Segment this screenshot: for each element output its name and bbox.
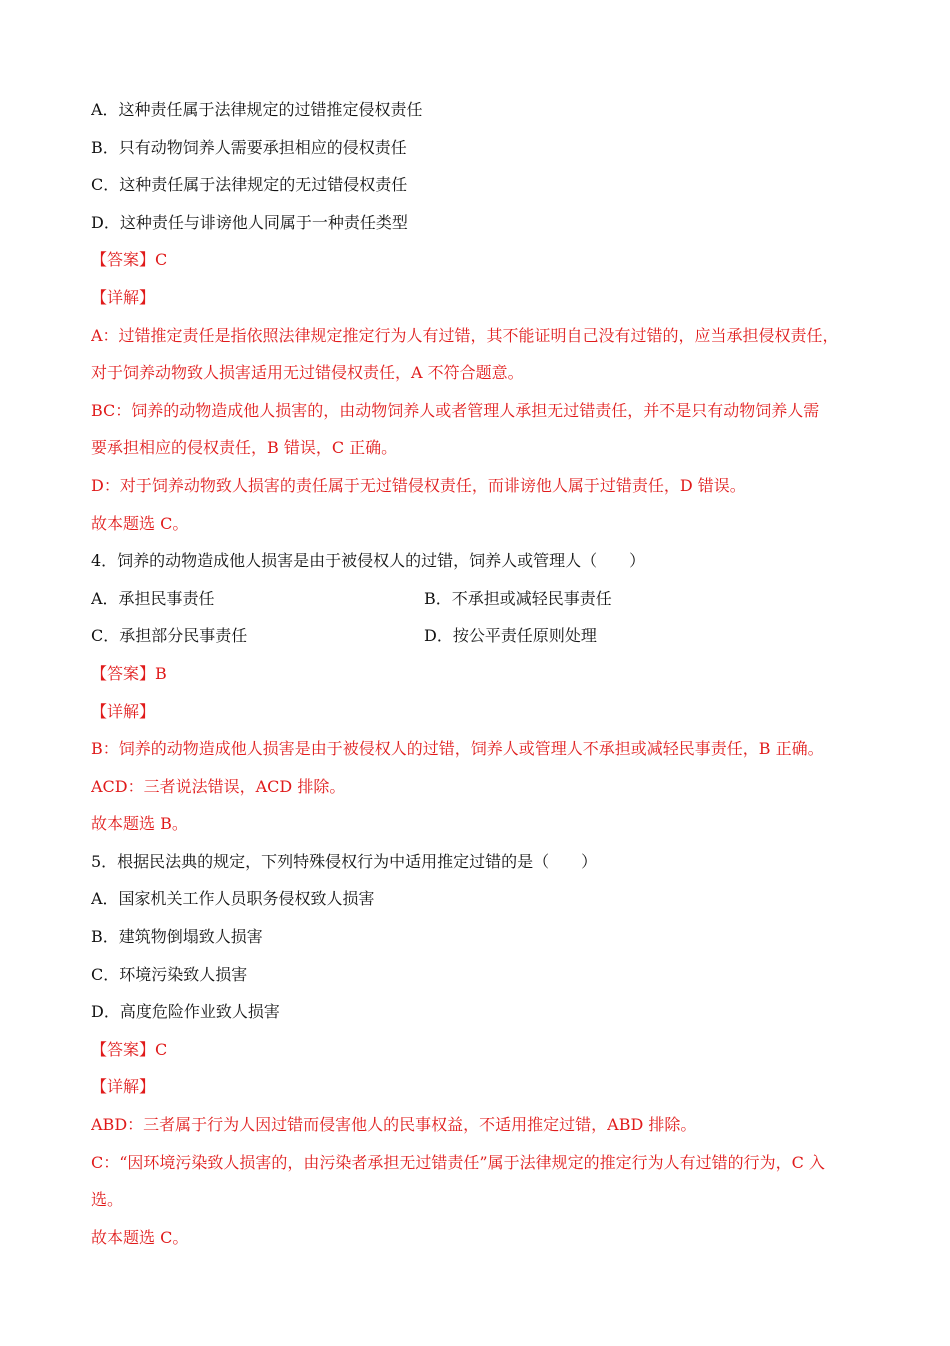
answer-label: 【答案】C	[91, 1039, 168, 1059]
explanation-line: D：对于饲养动物致人损害的责任属于无过错侵权责任，而诽谤他人属于过错责任，D 错误。	[91, 475, 746, 495]
document-content	[91, 91, 871, 1256]
question-5: 5．根据民法典的规定，下列特殊侵权行为中适用推定过错的是（ ）	[91, 851, 598, 871]
option-d: D．高度危险作业致人损害	[91, 1002, 280, 1022]
option-b: B．不承担或减轻民事责任	[424, 588, 612, 608]
question-4: 4．饲养的动物造成他人损害是由于被侵权人的过错，饲养人或管理人（ ）	[91, 551, 646, 571]
option-a: A．这种责任属于法律规定的过错推定侵权责任	[91, 100, 423, 119]
options-row	[91, 617, 871, 655]
answer-label: 【答案】C	[91, 250, 168, 270]
options-row	[91, 580, 871, 618]
option-b: B．只有动物饲养人需要承担相应的侵权责任	[91, 137, 407, 157]
conclusion-line: 故本题选 B。	[91, 814, 188, 834]
explanation-line: 对于饲养动物致人损害适用无过错侵权责任，A 不符合题意。	[91, 363, 524, 383]
option-d: D．按公平责任原则处理	[424, 626, 597, 646]
detail-label: 【详解】	[91, 1077, 156, 1097]
explanation-line: BC：饲养的动物造成他人损害的，由动物饲养人或者管理人承担无过错责任，并不是只有动物饲养人需	[91, 400, 820, 420]
explanation-line: A：过错推定责任是指依照法律规定推定行为人有过错，其不能证明自己没有过错的，应当承担侵权责任，	[91, 325, 839, 345]
detail-label: 【详解】	[91, 701, 156, 721]
explanation-line: 要承担相应的侵权责任，B 错误，C 正确。	[91, 438, 398, 458]
option-a: A．国家机关工作人员职务侵权致人损害	[91, 889, 375, 909]
option-a: A．承担民事责任	[91, 588, 215, 608]
explanation-line: C：“因环境污染致人损害的，由污染者承担无过错责任”属于法律规定的推定行为人有过错的行为，C 入	[91, 1152, 825, 1172]
option-c: C．环境污染致人损害	[91, 964, 248, 984]
option-c: C．这种责任属于法律规定的无过错侵权责任	[91, 175, 408, 195]
option-b: B．建筑物倒塌致人损害	[91, 927, 263, 947]
option-c: C．承担部分民事责任	[91, 626, 248, 646]
explanation-line: B：饲养的动物造成他人损害是由于被侵权人的过错，饲养人或管理人不承担或减轻民事责任，B 正确。	[91, 739, 824, 759]
explanation-line: ACD：三者说法错误，ACD 排除。	[91, 776, 346, 796]
explanation-line: ABD：三者属于行为人因过错而侵害他人的民事权益，不适用推定过错，ABD 排除。	[91, 1115, 697, 1135]
detail-label: 【详解】	[91, 287, 156, 307]
conclusion-line: 故本题选 C。	[91, 513, 189, 533]
conclusion-line: 故本题选 C。	[91, 1227, 189, 1247]
answer-label: 【答案】B	[91, 663, 167, 683]
explanation-line: 选。	[91, 1190, 124, 1210]
option-d: D．这种责任与诽谤他人同属于一种责任类型	[91, 212, 408, 232]
